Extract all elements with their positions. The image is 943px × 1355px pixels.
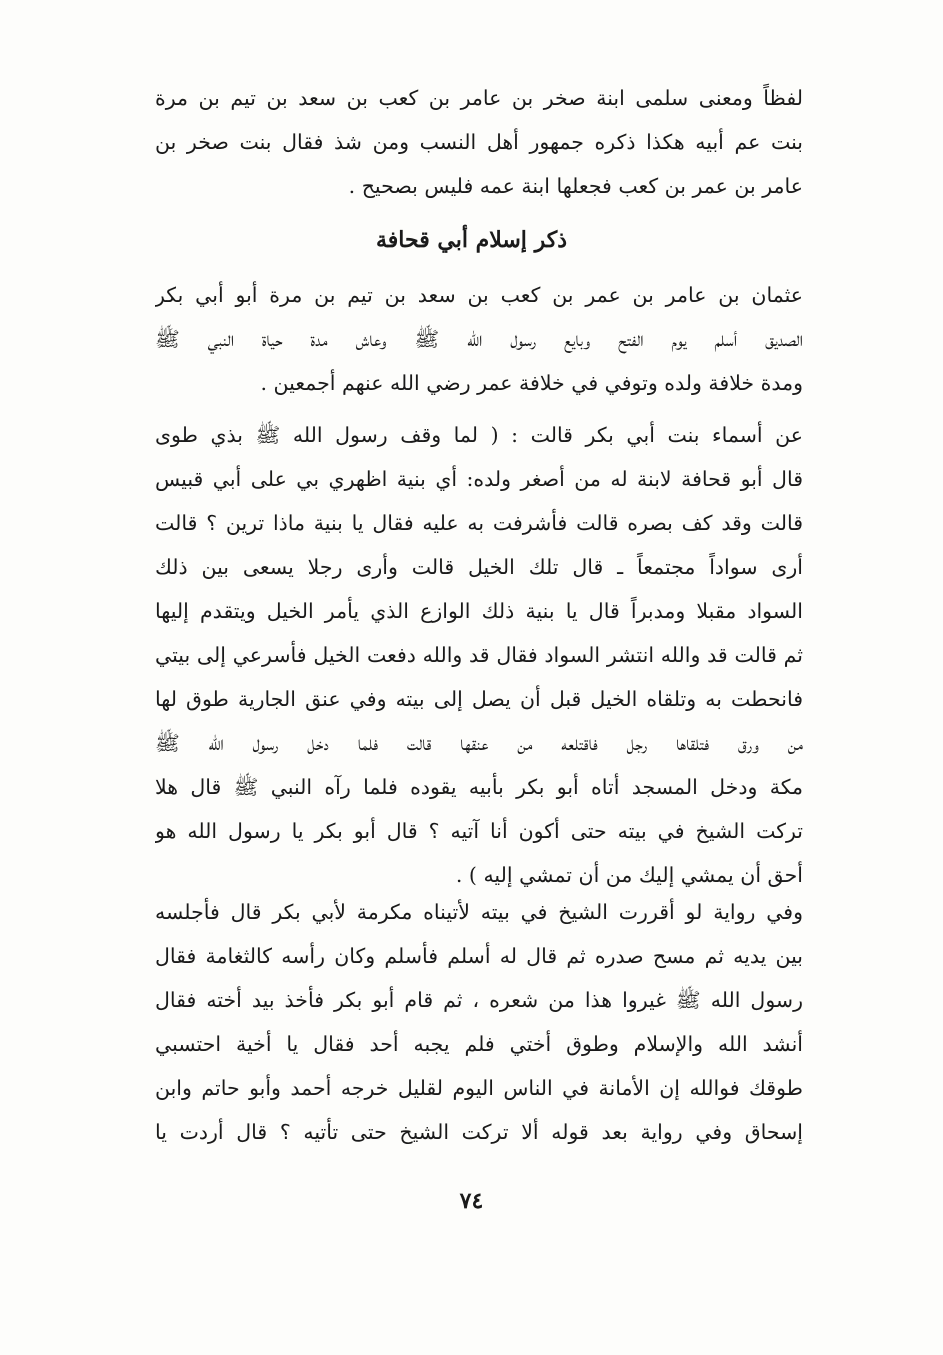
text-line: بنت عم أبيه هكذا ذكره جمهور أهل النسب ومن شذ فقال بنت صخر بن (155, 130, 803, 154)
section-heading: ذكر إسلام أبي قحافة (376, 227, 567, 253)
text-line: رسول الله ﷺ غيروا هذا من شعره ، ثم قام أبو بكر فأخذ بيد أخته فقال (155, 988, 803, 1012)
text-line: قال أبو قحافة لابنة له من أصغر ولده: أي بنية اظهري بي على أبي قبيس (155, 467, 803, 491)
text-line: قالت وقد كف بصره قالت فأشرفت به عليه فقال يا بنية ماذا ترين ؟ قالت (155, 511, 803, 535)
text-line: طوقك فوالله إن الأمانة في الناس اليوم لقليل خرجه أحمد وأبو حاتم وابن (155, 1076, 803, 1100)
text-line: ومدة خلافة ولده وتوفي في خلافة عمر رضي الله عنهم أجمعين . (260, 371, 803, 395)
text-line: إسحاق وفي رواية بعد قوله ألا تركت الشيخ حتى تأتيه ؟ قال أردت يا (155, 1120, 803, 1144)
paragraph-2 (155, 273, 803, 405)
paragraph-3 (155, 413, 803, 897)
text-line: بين يديه ثم مسح صدره ثم قال له أسلم فأسلم وكان رأسه كالثغامة فقال (155, 944, 803, 968)
text-line: مكة ودخل المسجد أتاه أبو بكر بأبيه يقوده فلما رآه النبي ﷺ قال هلا (155, 775, 803, 799)
text-line: الصديق أسلم يوم الفتح وبايع رسول الله ﷺ وعاش مدة حياة النبي ﷺ (155, 327, 803, 351)
text-line: عامر بن عمر بن كعب فجعلها ابنة عمه فليس بصحيح . (348, 174, 803, 198)
text-line: لفظاً ومعنى سلمى ابنة صخر بن عامر بن كعب بن سعد بن تيم بن مرة (155, 86, 803, 110)
text-line: عن أسماء بنت أبي بكر قالت : ( لما وقف رسول الله ﷺ بذي طوى (155, 423, 803, 447)
text-line: عثمان بن عامر بن عمر بن كعب بن سعد بن تيم بن مرة أبو أبي بكر (155, 283, 803, 307)
text-line: السواد مقبلا ومدبراً قال يا بنية ذلك الوازع الذي يأمر الخيل ويتقدم إليها (155, 599, 803, 623)
text-line: أحق أن يمشي إليك من أن تمشي إليه ) . (455, 863, 803, 887)
page-number: ٧٤ (459, 1188, 484, 1214)
text-line: تركت الشيخ في بيته حتى أكون أنا آتيه ؟ قال أبو بكر يا رسول الله هو (155, 819, 803, 843)
text-line: من ورق فتلقاها رجل فاقتلعه من عنقها قالت فلما دخل رسول الله ﷺ (155, 731, 803, 755)
paragraph-4 (155, 890, 803, 1154)
text-line: أنشد الله والإسلام وطوق أختي فلم يجبه أحد فقال يا أخية احتسبي (155, 1032, 803, 1056)
text-line: أرى سواداً مجتمعاً ـ قال تلك الخيل قالت وأرى رجلا يسعى بين ذلك (155, 555, 803, 579)
text-line: ثم قالت قد والله انتشر السواد فقال قد والله دفعت الخيل فأسرعي إلى بيتي (155, 643, 803, 667)
paragraph-1 (155, 76, 803, 208)
text-line: وفي رواية لو أقررت الشيخ في بيته لأتيناه مكرمة لأبي بكر قال فأجلسه (155, 900, 803, 924)
text-line: فانحطت به وتلقاه الخيل قبل أن يصل إلى بيته وفي عنق الجارية طوق لها (155, 687, 803, 711)
